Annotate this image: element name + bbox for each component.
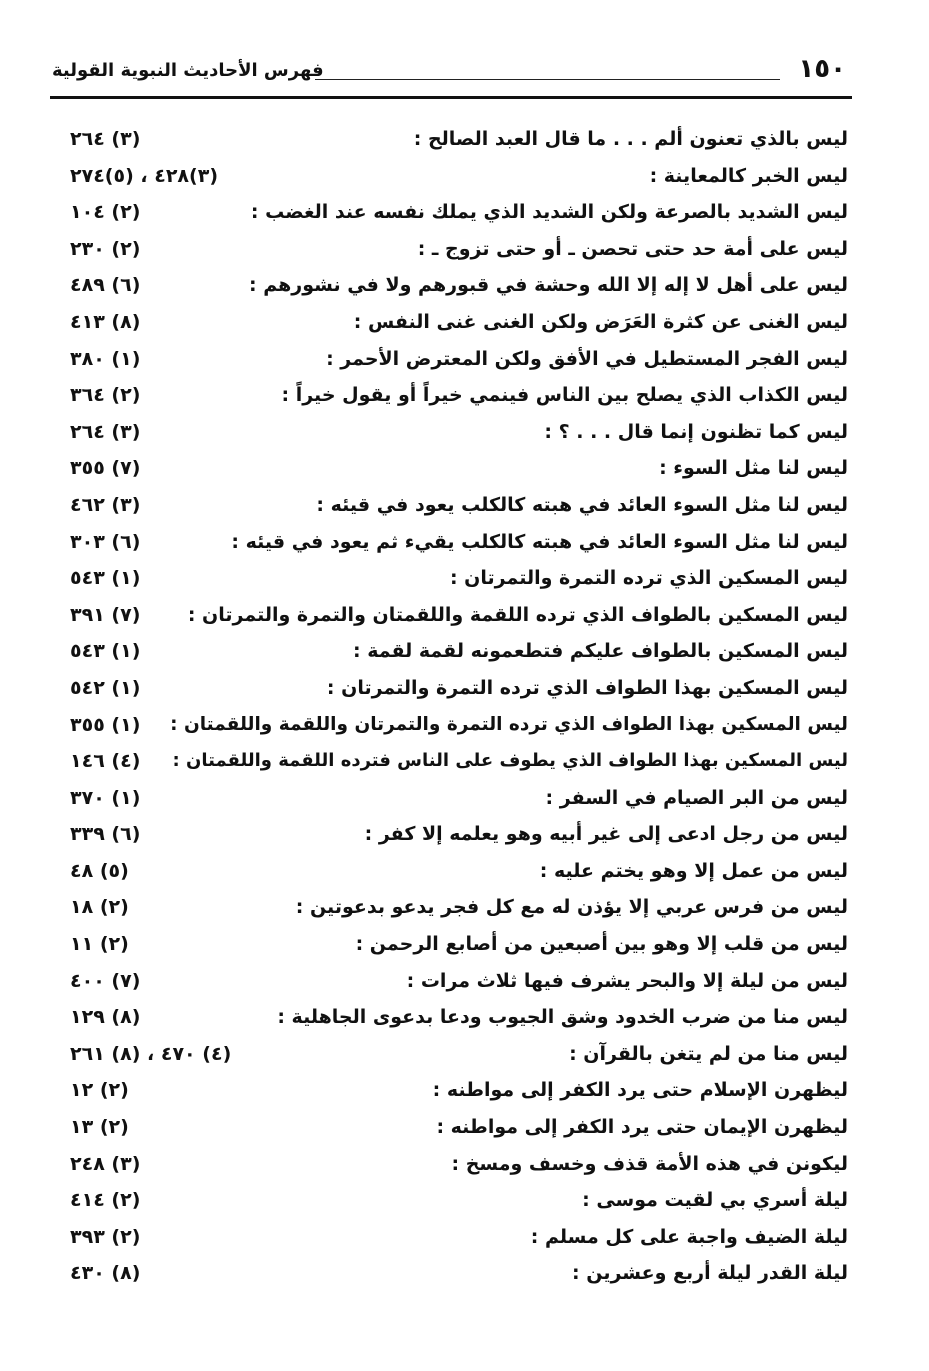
running-title: فهرس الأحاديث النبوية القولية [52, 60, 324, 81]
entry-volume-page-ref: (٨) ١٢٩ [70, 1006, 141, 1029]
entry-volume-page-ref: (١) ٥٤٣ [70, 640, 141, 663]
entry-hadith-text: ليلة القدر ليلة أربع وعشرين : [572, 1262, 848, 1285]
index-entry [70, 1222, 848, 1259]
entry-hadith-text: ليظهرن الإيمان حتى يرد الكفر إلى مواطنه : [436, 1116, 848, 1139]
entry-volume-page-ref: (٤) ٤٧٠ ، (٨) ٢٦١ [70, 1042, 232, 1065]
entry-hadith-text: ليس المسكين بالطواف الذي ترده اللقمة واللقمتان والتمرة والتمرتان : [187, 603, 848, 626]
entry-volume-page-ref: (١) ٥٤٣ [70, 567, 141, 590]
entry-hadith-text: ليس لنا مثل السوء : [659, 457, 848, 480]
entry-volume-page-ref: (٣) ٢٦٤ [70, 128, 141, 150]
entry-volume-page-ref: (٥) ٤٨ [70, 859, 129, 882]
entry-volume-page-ref: (١) ٣٧٠ [70, 786, 141, 809]
entry-volume-page-ref: (٣)٤٢٨ ، (٥)٢٧٤ [70, 164, 219, 187]
entry-volume-page-ref: (٨) ٤٣٠ [70, 1262, 141, 1285]
page-header [50, 52, 852, 100]
entry-hadith-text: ليس من البر الصيام في السفر : [545, 786, 848, 809]
header-dash-line [315, 79, 780, 80]
header-rule [50, 96, 852, 99]
entry-volume-page-ref: (٦) ٤٨٩ [70, 274, 141, 297]
index-entry [70, 234, 848, 271]
entry-volume-page-ref: (٢) ١٣ [70, 1116, 129, 1139]
entry-hadith-text: ليس كما تظنون إنما قال . . . ؟ : [544, 420, 848, 443]
entry-hadith-text: ليس الخبر كالمعاينة : [649, 164, 848, 187]
entry-hadith-text: ليس من عمل إلا وهو يختم عليه : [539, 859, 848, 882]
index-entry [70, 1039, 848, 1076]
index-entry [70, 563, 848, 600]
index-entry [70, 673, 848, 710]
entry-volume-page-ref: (٢) ٣٩٣ [70, 1225, 141, 1248]
index-entry [70, 710, 848, 747]
entry-volume-page-ref: (١) ٣٥٥ [70, 713, 141, 736]
entry-hadith-text: ليس من فرس عربي إلا يؤذن له مع كل فجر يدعو بدعوتين : [295, 896, 848, 919]
index-entry [70, 929, 848, 966]
entry-volume-page-ref: (٨) ٤١٣ [70, 310, 141, 333]
entry-volume-page-ref: (٢) ٢٣٠ [70, 237, 141, 260]
index-entry [70, 417, 848, 454]
index-entry [70, 161, 848, 198]
entry-volume-page-ref: (٢) ٤١٤ [70, 1189, 141, 1212]
index-entry [70, 746, 848, 783]
entry-hadith-text: ليلة الضيف واجبة على كل مسلم : [530, 1225, 848, 1248]
entry-hadith-text: ليس لنا مثل السوء العائد في هبته كالكلب يقيء ثم يعود في قيئه : [231, 530, 848, 553]
entry-volume-page-ref: (٦) ٣٣٩ [70, 823, 141, 846]
entry-volume-page-ref: (١) ٣٨٠ [70, 347, 141, 370]
entry-volume-page-ref: (٣) ٤٦٢ [70, 493, 141, 516]
index-entry [70, 1075, 848, 1112]
entry-volume-page-ref: (٧) ٣٩١ [70, 603, 141, 626]
entry-hadith-text: ليس المسكين بهذا الطواف الذي ترده التمرة والتمرتان : [326, 676, 848, 699]
index-entry [70, 197, 848, 234]
entry-hadith-text: ليس على أهل لا إله إلا الله وحشة في قبورهم ولا في نشورهم : [248, 274, 848, 297]
entry-hadith-text: ليس المسكين بهذا الطواف الذي يطوف على الناس فترده اللقمة واللقمتان : [172, 750, 848, 772]
entry-hadith-text: ليس الكذاب الذي يصلح بين الناس فينمي خيراً أو يقول خيراً : [281, 384, 848, 407]
entry-volume-page-ref: (٢) ١١ [70, 933, 129, 956]
index-entry [70, 600, 848, 637]
entry-volume-page-ref: (٧) ٤٠٠ [70, 969, 141, 992]
entry-hadith-text: ليلة أسري بي لقيت موسى : [582, 1189, 848, 1212]
index-entry [70, 1112, 848, 1149]
entry-hadith-text: ليس منا من ضرب الخدود وشق الجيوب ودعا بدعوى الجاهلية : [277, 1006, 848, 1029]
index-entry [70, 344, 848, 381]
index-entry [70, 1185, 848, 1222]
index-entry [70, 124, 848, 161]
entry-volume-page-ref: (٢) ٣٦٤ [70, 384, 141, 407]
index-entry [70, 636, 848, 673]
entry-hadith-text: ليظهرن الإسلام حتى يرد الكفر إلى مواطنه : [432, 1079, 848, 1102]
entry-hadith-text: ليس المسكين بهذا الطواف الذي ترده التمرة والتمرتان واللقمة واللقمتان : [170, 713, 848, 735]
entry-hadith-text: ليس من قلب إلا وهو بين أصبعين من أصابع الرحمن : [355, 933, 848, 956]
index-entry [70, 453, 848, 490]
entry-volume-page-ref: (٤) ١٤٦ [70, 750, 141, 773]
index-entry [70, 892, 848, 929]
index-entry [70, 856, 848, 893]
entry-volume-page-ref: (٢) ١٢ [70, 1079, 129, 1102]
index-entry [70, 1149, 848, 1186]
index-entry [70, 490, 848, 527]
entry-hadith-text: ليس لنا مثل السوء العائد في هبته كالكلب يعود في قيئه : [316, 493, 848, 516]
entry-hadith-text: ليس من ليلة إلا والبحر يشرف فيها ثلاث مرات : [406, 969, 848, 992]
entry-hadith-text: ليس بالذي تعنون ألم . . . ما قال العبد الصالح : [413, 128, 848, 150]
page-number: ١٥٠ [798, 54, 846, 84]
index-entry [70, 307, 848, 344]
entry-volume-page-ref: (٢) ١٨ [70, 896, 129, 919]
entry-hadith-text: ليس الشديد بالصرعة ولكن الشديد الذي يملك نفسه عند الغضب : [250, 201, 848, 224]
index-entry [70, 527, 848, 564]
entry-volume-page-ref: (٦) ٣٠٣ [70, 530, 141, 553]
index-entry [70, 819, 848, 856]
entry-hadith-text: ليس الفجر المستطيل في الأفق ولكن المعترض الأحمر : [326, 347, 848, 370]
index-entry [70, 270, 848, 307]
index-entry [70, 380, 848, 417]
entry-hadith-text: ليس منا من لم يتغن بالقرآن : [569, 1042, 848, 1065]
index-entry [70, 966, 848, 1003]
index-entry [70, 1258, 848, 1295]
entry-hadith-text: ليس المسكين بالطواف عليكم فتطعمونه لقمة لقمة : [353, 640, 848, 663]
entry-volume-page-ref: (٧) ٣٥٥ [70, 457, 141, 480]
hadith-index-list [70, 124, 848, 1295]
entry-volume-page-ref: (٢) ١٠٤ [70, 201, 141, 224]
entry-volume-page-ref: (٣) ٢٦٤ [70, 420, 141, 443]
index-entry [70, 783, 848, 820]
entry-volume-page-ref: (٣) ٢٤٨ [70, 1152, 141, 1175]
entry-hadith-text: ليكونن في هذه الأمة قذف وخسف ومسخ : [451, 1152, 848, 1175]
entry-hadith-text: ليس الغنى عن كثرة العَرَض ولكن الغنى غنى النفس : [353, 310, 848, 333]
index-entry [70, 1002, 848, 1039]
entry-hadith-text: ليس على أمة حد حتى تحصن ـ أو حتى تزوج ـ : [417, 237, 848, 260]
entry-volume-page-ref: (١) ٥٤٢ [70, 676, 141, 699]
entry-hadith-text: ليس المسكين الذي ترده التمرة والتمرتان : [449, 567, 848, 590]
entry-hadith-text: ليس من رجل ادعى إلى غير أبيه وهو يعلمه إلا كفر : [364, 823, 848, 846]
